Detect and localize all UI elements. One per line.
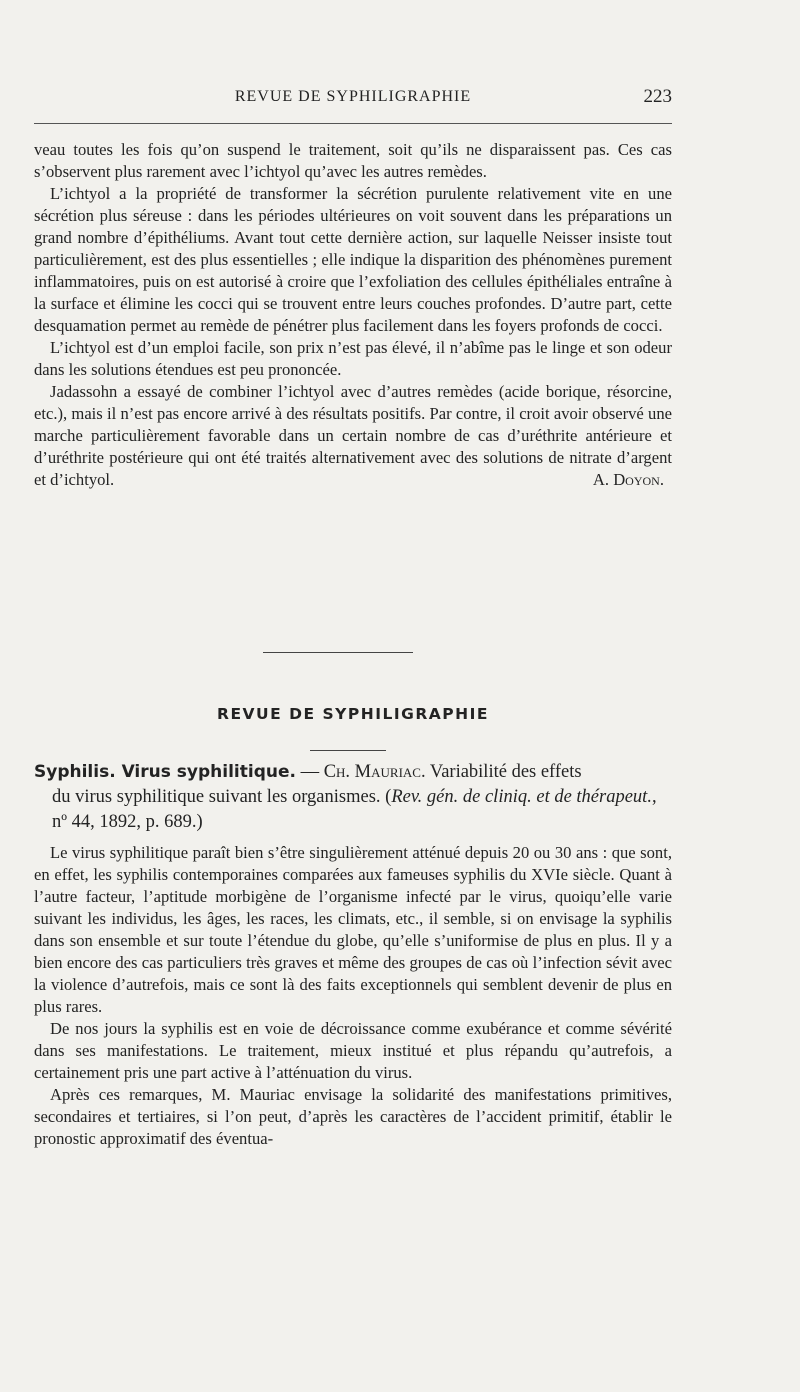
title-continuation: du virus syphilitique suivant les organismes. ( <box>52 787 392 807</box>
page-number: 223 <box>643 86 672 107</box>
continued-article <box>34 139 672 491</box>
title-dash: — <box>295 762 324 782</box>
paragraph: Jadassohn a essayé de combiner l’ichtyol avec d’autres remèdes (acide borique, résorcine, etc.), mais il n’est pas encore arrivé à des résultats positifs. Par contre, il croit avoir observé une marche particulièrement favorable dans un certain nombre de cas d’uréthrite antérieure et d’uréthrite postérieure qui ont été traités alternativement avec des solutions de nitrate d’argent et d’ichtyol. <box>34 382 672 489</box>
paragraph: Le virus syphilitique paraît bien s’être singulièrement atténué depuis 20 ou 30 ans : que sont, en effet, les syphilis contemporaines comparées aux fameuses syphilis du XVIe siècle. Quant à l’autre facteur, l’aptitude morbigène de l’organisme infecté par le virus, quoiqu’elle varie suivant les individus, les âges, les races, les climats, etc., il semble, si on envisage la syphilis dans son ensemble et sur toute l’étendue du globe, qu’elle s’uniformise de plus en plus. Il y a bien encore des cas particuliers très graves et même des groupes de cas où l’infection sévit avec la violence d’autrefois, mais ce sont là des faits exceptionnels qui semblent devenir de plus en plus rares. <box>34 843 672 1016</box>
citation-details: , nº 44, 1892, p. 689.) <box>52 787 657 832</box>
section-divider <box>310 750 386 751</box>
section-divider <box>263 652 413 653</box>
paragraph: L’ichtyol est d’un emploi facile, son prix n’est pas élevé, il n’abîme pas le linge et son odeur dans les solutions étendues est peu prononcée. <box>34 338 672 379</box>
running-head <box>34 86 672 112</box>
header-rule <box>34 123 672 124</box>
article-heading <box>34 760 672 835</box>
article-lead-title: Syphilis. Virus syphilitique. <box>34 762 296 782</box>
article-author: Ch. Mauriac. <box>323 762 426 782</box>
paragraph: De nos jours la syphilis est en voie de décroissance comme exubérance et comme sévérité dans ses manifestations. Le traitement, mieux institué et plus répandu qu’autrefois, a certainement pris une part active à l’atténuation du virus. <box>34 1019 672 1082</box>
article-title-continued <box>34 785 672 835</box>
section-title: REVUE DE SYPHILIGRAPHIE <box>217 705 489 723</box>
article-title: Variabilité des effets <box>425 762 582 782</box>
journal-name: Rev. gén. de cliniq. et de thérapeut. <box>391 787 652 807</box>
paragraph: L’ichtyol a la propriété de transformer la sécrétion purulente relativement vite en une sécrétion plus séreuse : dans les périodes ultérieures on voit souvent dans les préparations un grand nombre d’épithéliums. Avant tout cette dernière action, sur laquelle Neisser insiste tout particulièrement, est des plus essentielles ; elle indique la disparition des phénomènes purement inflammatoires, puis on est autorisé à croire que l’exfoliation des cellules épithéliales entraîne à la surface et élimine les cocci qui se trouvent entre leurs couches profondes. D’autre part, cette desquamation permet au remède de pénétrer plus facilement dans les foyers profonds de cocci. <box>34 184 672 335</box>
paragraph: veau toutes les fois qu’on suspend le traitement, soit qu’ils ne disparaissent pas. Ces cas s’observent plus rarement avec l’ichtyol qu’avec les autres remèdes. <box>34 140 672 181</box>
author-signature: A. Doyon. <box>592 470 664 489</box>
article-body <box>34 842 672 1150</box>
running-title: REVUE DE SYPHILIGRAPHIE <box>234 88 472 105</box>
paragraph: Après ces remarques, M. Mauriac envisage la solidarité des manifestations primitives, secondaires et tertiaires, si l’on peut, d’après les caractères de l’accident primitif, établir le pronostic approximatif des éventua- <box>34 1085 672 1148</box>
